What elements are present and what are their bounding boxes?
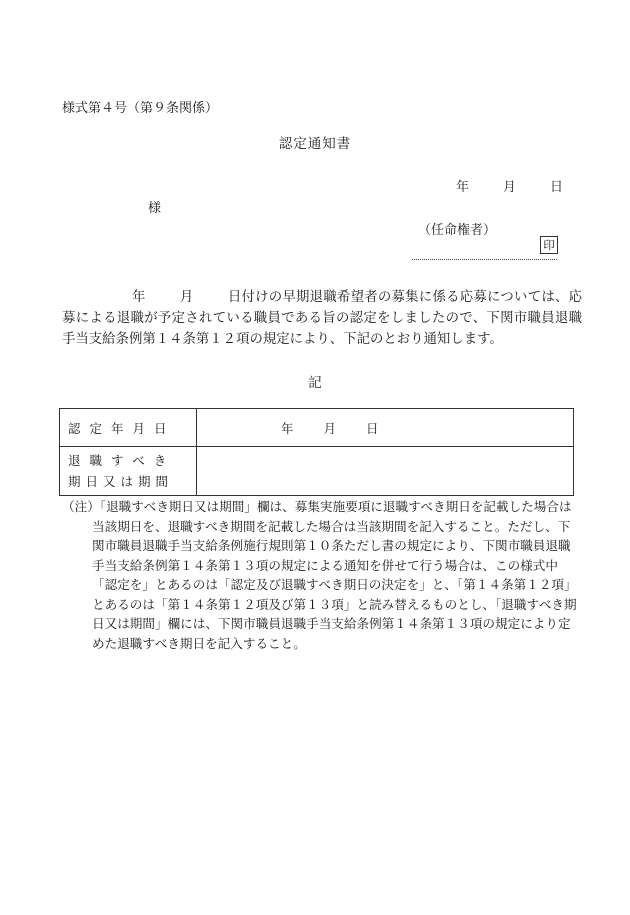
body-month: 月 — [179, 290, 194, 305]
notice-date — [456, 176, 563, 195]
ki-heading: 記 — [308, 375, 322, 391]
label-retirement-date — [60, 447, 197, 496]
value-retirement-date — [197, 447, 574, 496]
appointer-label: （任命権者） — [418, 223, 497, 238]
date-year: 年 — [456, 180, 470, 195]
form-number: 様式第４号（第９条関係） — [62, 101, 219, 116]
value-certification-date — [197, 409, 574, 447]
label-certification-date: 認定年月日 — [60, 409, 197, 447]
date-month: 月 — [503, 180, 517, 195]
signature-line — [412, 259, 557, 260]
footnote-text: （注）「退職すべき期日又は期間」欄は、募集実施要項に退職すべき期日を記載した場合は当該期日を、退職すべき期間を記載した場合は当該期間を記入すること。ただし、下関市職員退職手当支給条例施行規則第１０条ただし書の規定により、下関市職員退職手当支給条例第１４条第１３項の規定による通知を併せて行う場合は、この様式中「認定を」とあるのは「認定及び退職すべき期日の決定を」と、「第１４条第１２項」とあるのは「第１４条第１２項及び第１３項」と読み替えるものとし、「退職すべき期日又は期間」欄には、下関市職員退職手当支給条例第１４条第１３項の規定により定めた退職すべき期日を記入すること。 — [62, 499, 577, 651]
body-year: 年 — [132, 290, 146, 305]
seal-mark: 印 — [540, 236, 558, 254]
certification-table — [59, 408, 574, 496]
cert-month: 月 — [323, 420, 337, 436]
table-row — [60, 409, 574, 447]
body-line1: 日付けの早期退職希望者の募集に係る応募については、 — [227, 290, 569, 305]
table-row — [60, 447, 574, 496]
footnote — [62, 497, 582, 653]
body-rest: 応募による退職が予定されている職員である旨の認定をしましたので、下関市職員退職手当支給条例第１４条第１２項の規定により、下記のとおり通知します。 — [62, 290, 583, 347]
label-retirement-line2: 期日又は期間 — [68, 474, 174, 489]
cert-day: 日 — [366, 420, 379, 436]
label-retirement-line1: 退職すべき — [68, 453, 176, 468]
document-title: 認定通知書 — [278, 136, 352, 152]
addressee: 様 — [148, 201, 162, 216]
body-text — [62, 287, 582, 350]
date-day: 日 — [550, 180, 564, 195]
cert-year: 年 — [281, 420, 294, 436]
